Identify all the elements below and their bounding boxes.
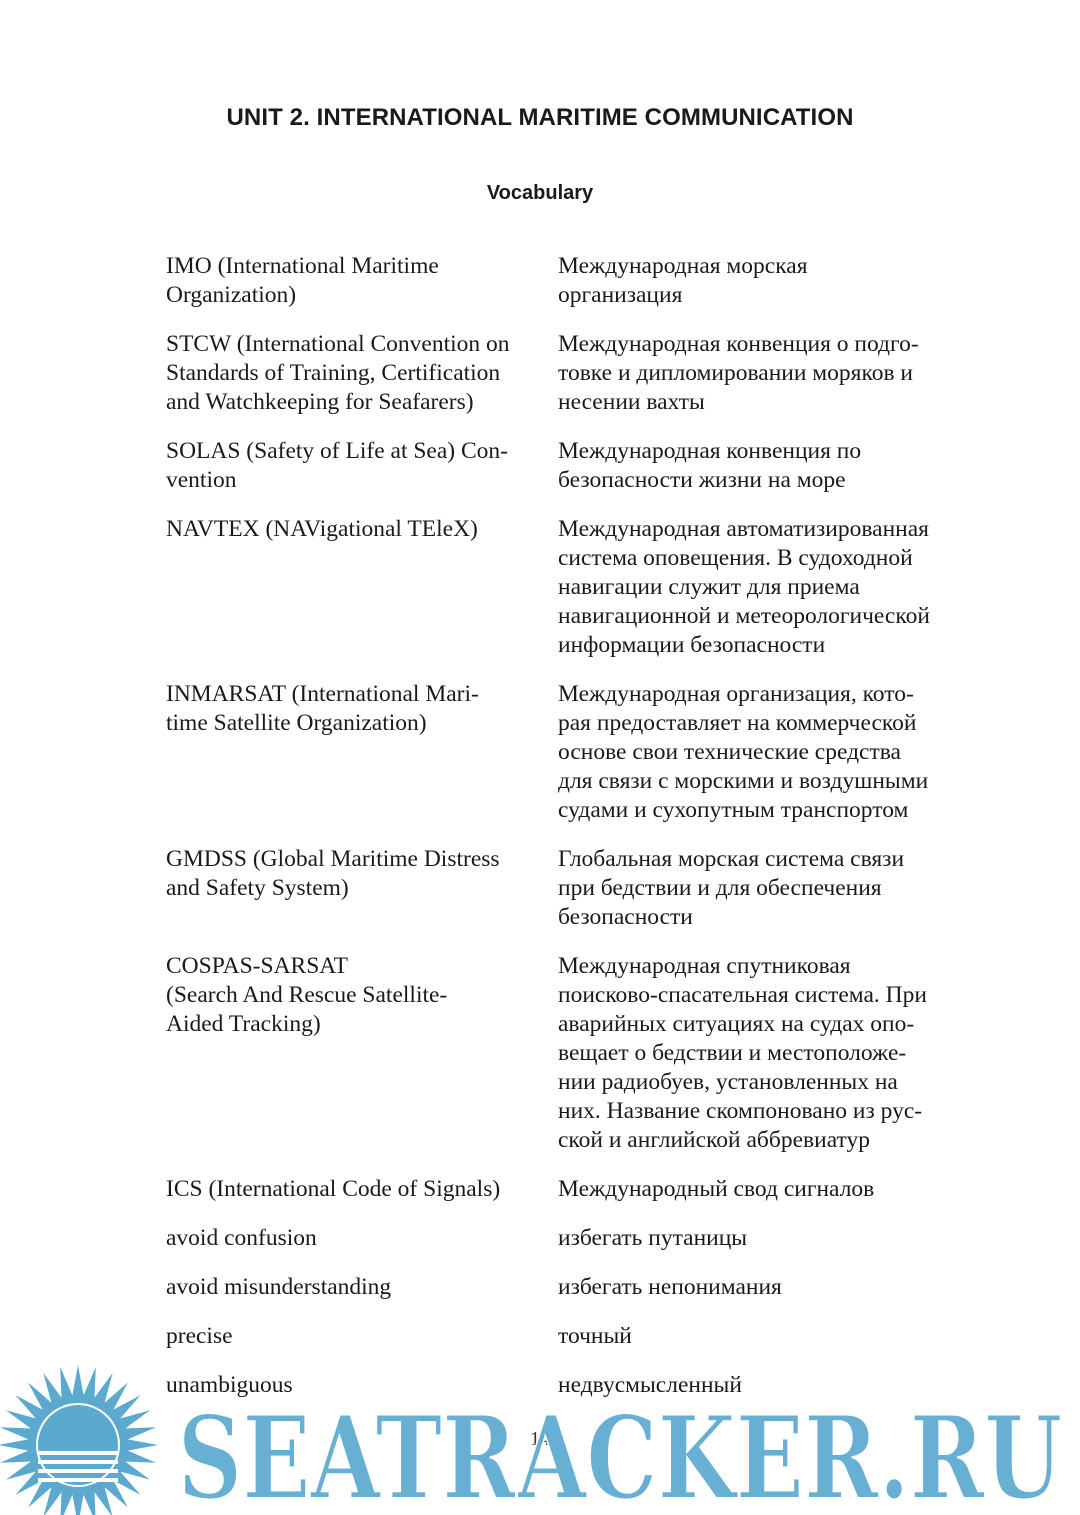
vocabulary-definition: Международная спутниковая поисково-спасательная система. При аварийных ситуациях на судах опо- вещает о бедствии и местоположе- нии радиобуев, установленных на них. Название скомпоновано из рус- ской и английской аббревиатур [558, 953, 927, 1153]
vocabulary-entry [166, 952, 966, 1155]
vocabulary-entry [166, 515, 966, 660]
vocabulary-term: GMDSS (Global Maritime Distress and Safety System) [166, 846, 500, 901]
vocabulary-term: precise [166, 1323, 233, 1349]
page-title: UNIT 2. INTERNATIONAL MARITIME COMMUNICATION [226, 104, 854, 131]
vocabulary-entry [166, 1224, 966, 1253]
vocabulary-term: avoid confusion [166, 1225, 317, 1251]
vocabulary-definition: недвусмысленный [558, 1372, 742, 1398]
vocabulary-entry [166, 437, 966, 495]
vocabulary-term: STCW (International Convention on Standards of Training, Certification and Watchkeeping for Seafarers) [166, 331, 510, 415]
vocabulary-definition: Международная организация, кото- рая предоставляет на коммерческой основе свои технические средства для связи с морскими и воздушными судами и сухопутным транспортом [558, 681, 929, 823]
vocabulary-entry [166, 845, 966, 932]
page-number: 14 [530, 1428, 550, 1450]
vocabulary-definition: Международная морская организация [558, 253, 808, 308]
vocabulary-term: unambiguous [166, 1372, 293, 1398]
vocabulary-entry [166, 1322, 966, 1351]
vocabulary-term: NAVTEX (NAVigational TEleX) [166, 516, 478, 542]
watermark-text: SEATRACKER.RU [177, 1391, 1063, 1515]
vocabulary-list [166, 252, 966, 1420]
vocabulary-entry [166, 1371, 966, 1400]
vocabulary-definition: Международный свод сигналов [558, 1176, 875, 1202]
vocabulary-term: avoid misunderstanding [166, 1274, 392, 1300]
vocabulary-term: IMO (International Maritime Organization) [166, 253, 439, 308]
vocabulary-definition: точный [558, 1323, 632, 1349]
vocabulary-definition: Международная конвенция по безопасности жизни на море [558, 438, 862, 493]
vocabulary-term: ICS (International Code of Signals) [166, 1176, 501, 1202]
vocabulary-entry [166, 252, 966, 310]
vocabulary-term: SOLAS (Safety of Life at Sea) Con- vention [166, 438, 508, 493]
vocabulary-definition: Международная конвенция о подго- товке и дипломировании моряков и несении вахты [558, 331, 919, 415]
vocabulary-definition: избегать путаницы [558, 1225, 748, 1251]
vocabulary-entry [166, 680, 966, 825]
vocabulary-entry [166, 330, 966, 417]
vocabulary-definition: Международная автоматизированная система оповещения. В судоходной навигации служит для приема навигационной и метеорологической информации безопасности [558, 516, 930, 658]
vocabulary-definition: Глобальная морская система связи при бедствии и для обеспечения безопасности [558, 846, 905, 930]
vocabulary-entry [166, 1273, 966, 1302]
vocabulary-term: INMARSAT (International Mari- time Satellite Organization) [166, 681, 479, 736]
vocabulary-entry [166, 1175, 966, 1204]
vocabulary-term: COSPAS-SARSAT (Search And Rescue Satellite- Aided Tracking) [166, 953, 448, 1037]
section-heading: Vocabulary [486, 182, 594, 204]
vocabulary-definition: избегать непонимания [558, 1274, 782, 1300]
